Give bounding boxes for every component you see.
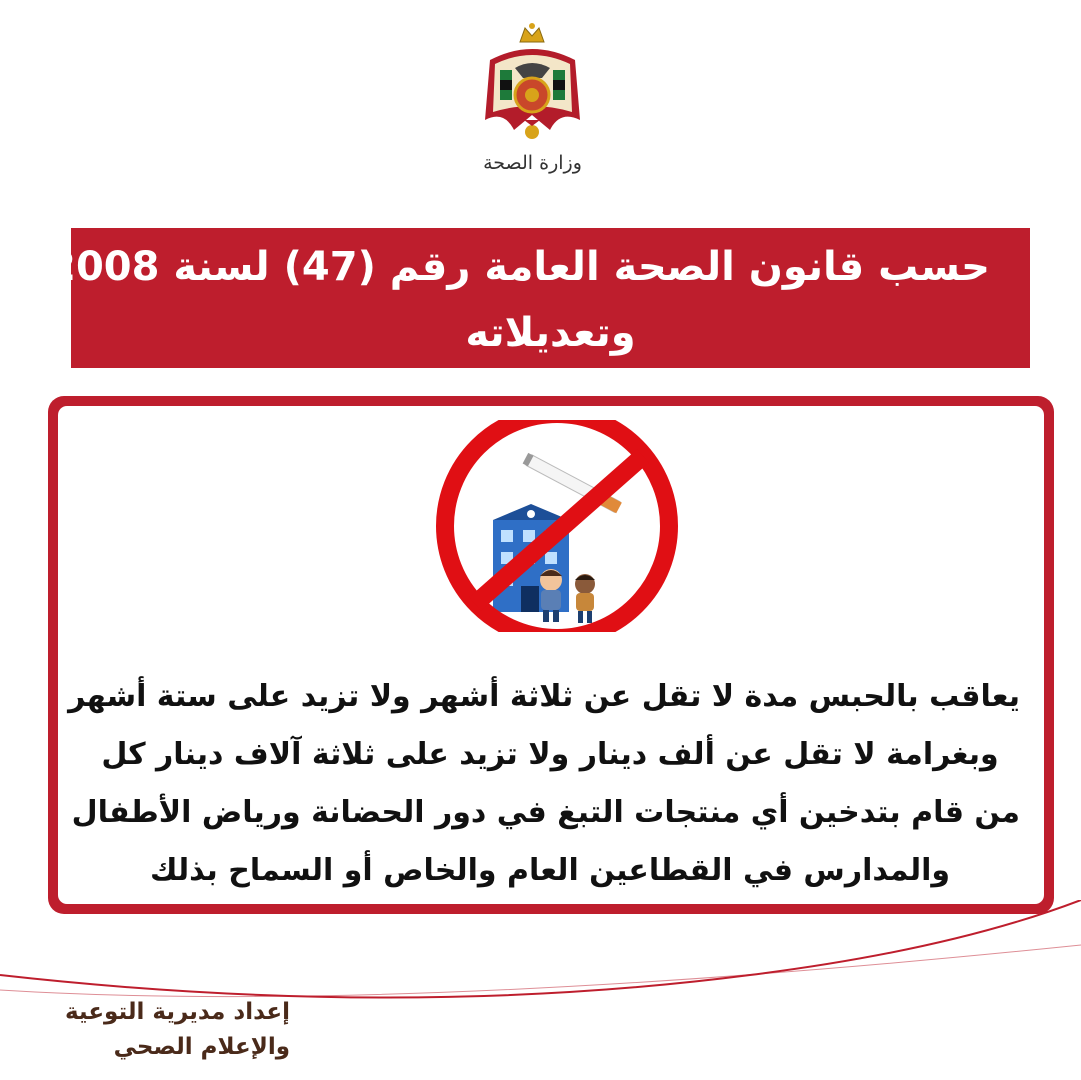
penalty-line-4: والمدارس في القطاعين العام والخاص أو السماح بذلك [149, 853, 951, 888]
no-smoking-school-icon [431, 420, 683, 632]
ministry-name: وزارة الصحة [483, 152, 582, 174]
footer-credit [40, 995, 290, 1065]
penalty-text [68, 668, 1020, 900]
penalty-line-3: من قام بتدخين أي منتجات التبغ في دور الحضانة ورياض الأطفال [71, 795, 1020, 830]
banner-title-line-1: حسب قانون الصحة العامة رقم (47) لسنة 2008 [48, 244, 990, 290]
penalty-line-2: وبغرامة لا تقل عن ألف دينار ولا تزيد على ثلاثة آلاف دينار كل [101, 737, 999, 772]
jordan-coat-of-arms-icon [470, 20, 595, 150]
footer-line-1: إعداد مديرية التوعية [64, 999, 290, 1025]
law-banner [48, 228, 1030, 368]
penalty-line-1: يعاقب بالحبس مدة لا تقل عن ثلاثة أشهر ولا تزيد على ستة أشهر [68, 679, 1020, 714]
banner-title-line-2: وتعديلاته [465, 310, 636, 356]
footer-line-2: والإعلام الصحي [113, 1034, 290, 1060]
